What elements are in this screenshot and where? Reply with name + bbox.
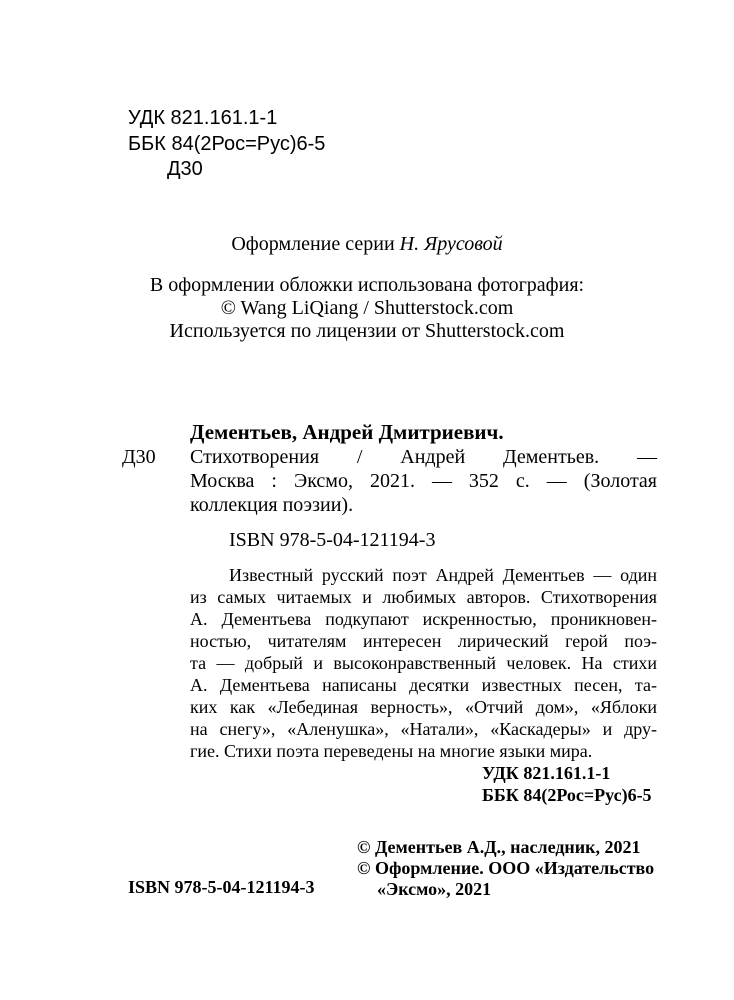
annotation-line-4: ностью, читателям интересен лирический герой поэ- <box>190 631 657 651</box>
top-udk: УДК 821.161.1-1 <box>128 107 278 129</box>
top-bbk: ББК 84(2Рос=Рус)6-5 <box>128 133 326 155</box>
catalog-isbn: ISBN 978-5-04-121194-3 <box>229 529 436 551</box>
series-designer: Н. Ярусовой <box>399 233 503 255</box>
catalog-line-2: Москва : Эксмо, 2021. — 352 с. — (Золотая <box>190 470 657 492</box>
bottom-udk: УДК 821.161.1-1 <box>482 763 611 783</box>
footer-copyright-3: «Эксмо», 2021 <box>377 879 492 899</box>
annotation-line-3: А. Дементьева подкупают искренностью, проникновен- <box>190 609 657 629</box>
catalog-line-3: коллекция поэзии). <box>190 494 354 516</box>
annotation-line-1: Известный русский поэт Андрей Дементьев — один <box>229 565 657 585</box>
footer-copyright-2: © Оформление. ООО «Издательство <box>357 858 655 878</box>
footer-isbn: ISBN 978-5-04-121194-3 <box>128 877 315 897</box>
footer-copyright-1: © Дементьев А.Д., наследник, 2021 <box>357 837 641 857</box>
series-design-line <box>0 234 734 254</box>
annotation-line-8: на снегу», «Аленушка», «Натали», «Каскадеры» и дру- <box>190 719 657 739</box>
series-design-prefix: Оформление серии <box>231 233 395 255</box>
annotation-line-9: гие. Стихи поэта переведены на многие языки мира. <box>190 741 593 761</box>
catalog-author-heading: Дементьев, Андрей Дмитриевич. <box>190 420 504 444</box>
annotation-line-7: ких как «Лебединая верность», «Отчий дом», «Яблоки <box>190 697 657 717</box>
cover-credit-line2: © Wang LiQiang / Shutterstock.com <box>220 297 514 319</box>
annotation-line-6: А. Дементьева написаны десятки известных песен, та- <box>190 675 657 695</box>
cover-credit-line3: Используется по лицензии от Shutterstock.com <box>169 320 565 342</box>
top-author-mark: Д30 <box>167 158 203 180</box>
annotation-line-2: из самых читаемых и любимых авторов. Стихотворения <box>190 587 657 607</box>
catalog-line-1: Стихотворения / Андрей Дементьев. — <box>190 446 657 468</box>
cover-credit-line1: В оформлении обложки использована фотография: <box>149 274 585 296</box>
bottom-bbk: ББК 84(2Рос=Рус)6-5 <box>482 785 652 805</box>
catalog-author-mark: Д30 <box>122 446 156 468</box>
annotation-line-5: та — добрый и высоконравственный человек. На стихи <box>190 653 657 673</box>
